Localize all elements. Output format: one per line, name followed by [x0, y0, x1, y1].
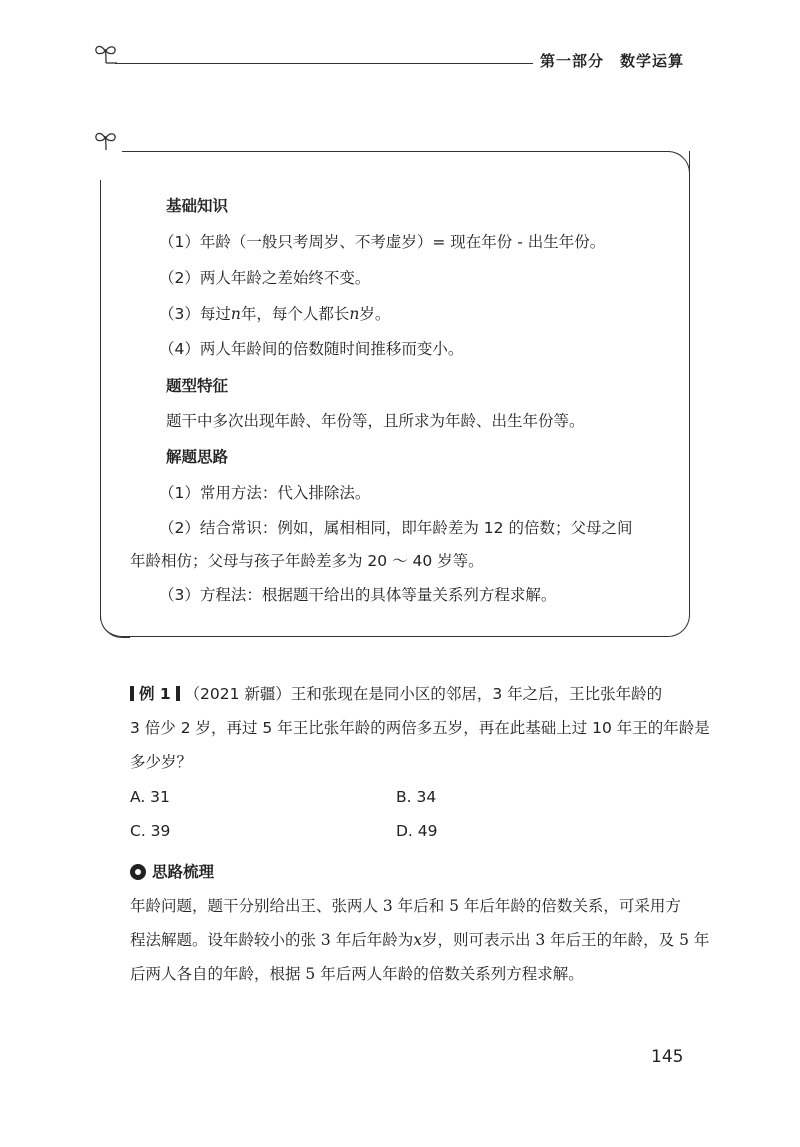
- k3-variable-n: n: [349, 305, 360, 323]
- analysis-text-a: 程法解题。设年龄较小的张 3 年后年龄为: [130, 931, 414, 949]
- analysis-text-b: 岁，则可表示出 3 年后王的年龄，及 5 年: [421, 931, 710, 949]
- approach-item-1: （1）常用方法：代入排除法。: [159, 484, 371, 502]
- sprout-icon: [93, 42, 119, 64]
- bullet-circle-icon: [130, 864, 146, 880]
- option-d: D. 49: [396, 822, 438, 840]
- k3-text-b: 年，每个人都长: [240, 305, 350, 323]
- header-title: 第一部分 数学运算: [540, 52, 685, 70]
- option-b: B. 34: [396, 788, 437, 806]
- approach-item-2-line-2: 年龄相仿；父母与孩子年龄差多为 20 ～ 40 岁等。: [130, 552, 484, 570]
- k3-text-c: 岁。: [359, 305, 391, 323]
- page-number: 145: [651, 1047, 684, 1067]
- k3-variable-n: n: [230, 305, 241, 323]
- option-c: C. 39: [130, 822, 171, 840]
- example-text: （2021 新疆）王和张现在是同小区的邻居，3 年之后，王比张年龄的: [184, 685, 663, 703]
- sprout-icon: [93, 129, 119, 151]
- k3-text-a: （3）每过: [159, 305, 231, 323]
- analysis-heading-text: 思路梳理: [152, 863, 215, 881]
- knowledge-item-1: （1）年龄（一般只考周岁、不考虚岁）= 现在年份 - 出生年份。: [159, 233, 606, 251]
- knowledge-item-4: （4）两人年龄间的倍数随时间推移而变小。: [159, 340, 464, 358]
- knowledge-box-corner: [100, 610, 130, 638]
- header-rule: [115, 63, 533, 64]
- example-label: 例 1: [138, 685, 171, 703]
- example-line-1: [130, 682, 662, 704]
- option-a: A. 31: [130, 788, 170, 806]
- analysis-line-3: 后两人各自的年龄，根据 5 年后两人年龄的倍数关系列方程求解。: [130, 965, 584, 983]
- analysis-variable-x: x: [413, 931, 422, 949]
- example-bar-right: [176, 686, 180, 701]
- example-bar-left: [130, 686, 134, 701]
- analysis-line-1: 年龄问题，题干分别给出王、张两人 3 年后和 5 年后年龄的倍数关系，可采用方: [130, 897, 681, 915]
- knowledge-box-top-border: [122, 151, 670, 152]
- knowledge-item-3: [159, 302, 390, 324]
- feature-text: 题干中多次出现年龄、年份等，且所求为年龄、出生年份等。: [166, 412, 585, 430]
- knowledge-item-2: （2）两人年龄之差始终不变。: [159, 269, 371, 287]
- example-line-3: 多少岁？: [130, 753, 193, 771]
- section-heading-basics: 基础知识: [166, 197, 229, 215]
- section-heading-features: 题型特征: [166, 377, 229, 395]
- analysis-line-2: [130, 928, 709, 950]
- approach-item-3: （3）方程法：根据题干给出的具体等量关系列方程求解。: [159, 586, 557, 604]
- knowledge-box-left-border: [100, 180, 101, 620]
- section-heading-approach: 解题思路: [166, 448, 229, 466]
- approach-item-2-line-1: （2）结合常识：例如，属相相同，即年龄差为 12 的倍数；父母之间: [159, 519, 633, 537]
- analysis-heading: [130, 860, 214, 882]
- example-line-2: 3 倍少 2 岁，再过 5 年王比张年龄的两倍多五岁，再在此基础上过 10 年王的年龄是: [130, 719, 710, 737]
